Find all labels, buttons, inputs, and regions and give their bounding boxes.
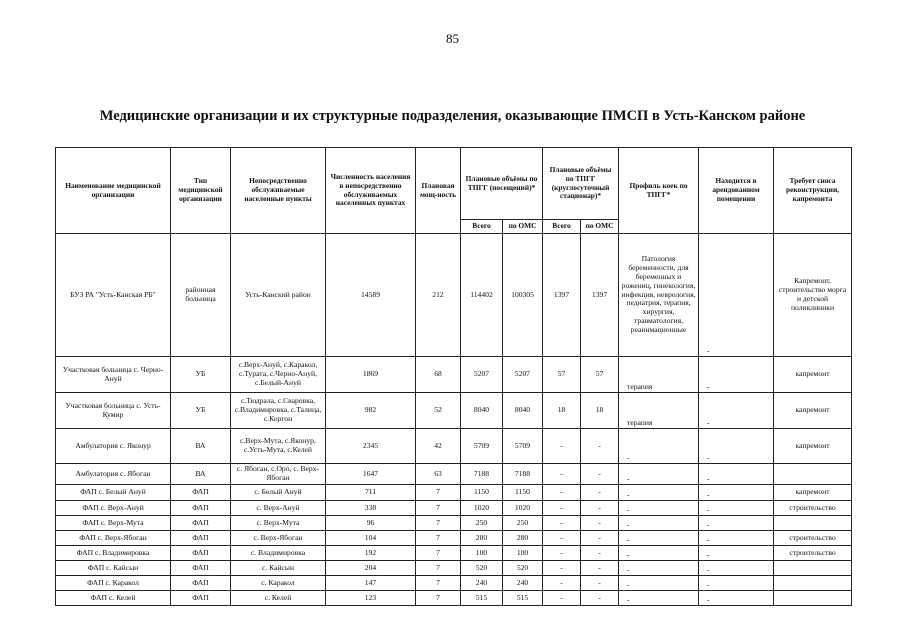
- cell-type: ФАП: [171, 546, 231, 561]
- table-row: [56, 485, 852, 501]
- cell-capacity: 7: [416, 591, 461, 606]
- cell-name: ФАП с. Верх-Ануй: [56, 501, 171, 516]
- table-row: [56, 516, 852, 531]
- table-row: [56, 591, 852, 606]
- cell-repair: Капремонт, строительство морга и детской поликлиники: [774, 234, 852, 357]
- cell-repair: капремонт: [774, 357, 852, 393]
- cell-type: ВА: [171, 464, 231, 485]
- table-row: [56, 234, 852, 357]
- cell-capacity: 7: [416, 561, 461, 576]
- cell-repair: строительство: [774, 501, 852, 516]
- cell-capacity: 63: [416, 464, 461, 485]
- cell-profile: -: [619, 516, 699, 531]
- cell-stat-total: -: [543, 591, 581, 606]
- cell-stat-total: -: [543, 464, 581, 485]
- cell-profile: -: [619, 591, 699, 606]
- cell-repair: капремонт: [774, 393, 852, 429]
- table-row: [56, 464, 852, 485]
- cell-stat-oms: -: [581, 531, 619, 546]
- cell-name: ФАП с. Верх-Мута: [56, 516, 171, 531]
- cell-profile: -: [619, 546, 699, 561]
- page-title: Медицинские организации и их структурные подразделения, оказывающие ПМСП в Усть-Канском районе: [99, 108, 806, 124]
- cell-stat-oms: 1397: [581, 234, 619, 357]
- cell-capacity: 212: [416, 234, 461, 357]
- cell-visits-total: 8040: [461, 393, 503, 429]
- cell-population: 338: [326, 501, 416, 516]
- cell-population: 204: [326, 561, 416, 576]
- cell-stat-oms: -: [581, 429, 619, 464]
- cell-population: 1869: [326, 357, 416, 393]
- header-stationary-total: Всего: [543, 220, 581, 234]
- header-rented: Находится в арендованном помещении: [699, 148, 774, 234]
- cell-visits-total: 250: [461, 516, 503, 531]
- cell-settlements: с. Ябоган, с.Оро, с. Верх-Ябоган: [231, 464, 326, 485]
- cell-settlements: с.Тюдрала, с.Сваровка, с.Владимировка, с.Талица, с.Коргон: [231, 393, 326, 429]
- cell-name: Участковая больница с. Черно-Ануй: [56, 357, 171, 393]
- cell-visits-total: 520: [461, 561, 503, 576]
- cell-settlements: с.Верх-Мута, с.Яконур, с.Усть-Мута, с.Келей: [231, 429, 326, 464]
- cell-type: районная больница: [171, 234, 231, 357]
- cell-rented: -: [699, 393, 774, 429]
- cell-type: УБ: [171, 393, 231, 429]
- cell-rented: -: [699, 485, 774, 501]
- cell-visits-total: 5207: [461, 357, 503, 393]
- cell-stat-oms: -: [581, 485, 619, 501]
- cell-settlements: с. Владимировка: [231, 546, 326, 561]
- cell-settlements: Усть-Канский район: [231, 234, 326, 357]
- cell-rented: -: [699, 546, 774, 561]
- cell-repair: капремонт: [774, 429, 852, 464]
- cell-population: 104: [326, 531, 416, 546]
- cell-visits-oms: 240: [503, 576, 543, 591]
- header-capacity: Плановая мощ-ность: [416, 148, 461, 234]
- header-profile: Профиль коек по ТПГГ*: [619, 148, 699, 234]
- cell-repair: [774, 516, 852, 531]
- cell-stat-total: 18: [543, 393, 581, 429]
- cell-repair: [774, 591, 852, 606]
- cell-type: ФАП: [171, 576, 231, 591]
- cell-stat-oms: -: [581, 516, 619, 531]
- cell-settlements: с. Каракол: [231, 576, 326, 591]
- cell-rented: -: [699, 429, 774, 464]
- cell-visits-total: 1150: [461, 485, 503, 501]
- cell-settlements: с. Келей: [231, 591, 326, 606]
- table-row: [56, 429, 852, 464]
- cell-profile: -: [619, 429, 699, 464]
- cell-visits-oms: 1150: [503, 485, 543, 501]
- cell-profile: терапия: [619, 357, 699, 393]
- cell-name: ФАП с. Белый Ануй: [56, 485, 171, 501]
- cell-type: ФАП: [171, 591, 231, 606]
- cell-name: ФАП с. Каракол: [56, 576, 171, 591]
- cell-name: Участковая больница с. Усть-Кумир: [56, 393, 171, 429]
- cell-stat-total: 1397: [543, 234, 581, 357]
- cell-type: ФАП: [171, 516, 231, 531]
- cell-profile: -: [619, 501, 699, 516]
- cell-capacity: 7: [416, 576, 461, 591]
- cell-visits-total: 114402: [461, 234, 503, 357]
- cell-stat-total: -: [543, 516, 581, 531]
- cell-stat-oms: -: [581, 464, 619, 485]
- cell-visits-oms: 100: [503, 546, 543, 561]
- cell-visits-oms: 515: [503, 591, 543, 606]
- table-row: [56, 531, 852, 546]
- cell-name: ФАП с. Верх-Ябоган: [56, 531, 171, 546]
- cell-repair: [774, 464, 852, 485]
- cell-stat-oms: 57: [581, 357, 619, 393]
- table-row: [56, 561, 852, 576]
- cell-repair: капремонт: [774, 485, 852, 501]
- cell-rented: -: [699, 501, 774, 516]
- cell-stat-total: -: [543, 429, 581, 464]
- cell-stat-total: -: [543, 531, 581, 546]
- header-tpgg-visits: Плановые объёмы по ТПГГ (посещений)*: [461, 148, 543, 220]
- table-row: [56, 546, 852, 561]
- cell-settlements: с. Кайсын: [231, 561, 326, 576]
- cell-name: БУЗ РА "Усть-Канская РБ": [56, 234, 171, 357]
- cell-profile: -: [619, 464, 699, 485]
- cell-population: 711: [326, 485, 416, 501]
- header-name: Наименование медицинской организации: [56, 148, 171, 234]
- header-population: Численность населения в непосредственно обслуживаемых населенных пунктах: [326, 148, 416, 234]
- cell-stat-oms: -: [581, 501, 619, 516]
- cell-stat-oms: -: [581, 561, 619, 576]
- cell-rented: -: [699, 561, 774, 576]
- cell-type: ФАП: [171, 531, 231, 546]
- cell-settlements: с. Белый Ануй: [231, 485, 326, 501]
- header-repair: Требует сноса реконструкции, капремонта: [774, 148, 852, 234]
- cell-capacity: 7: [416, 485, 461, 501]
- cell-capacity: 7: [416, 501, 461, 516]
- header-visits-oms: по ОМС: [503, 220, 543, 234]
- cell-population: 14589: [326, 234, 416, 357]
- cell-population: 192: [326, 546, 416, 561]
- cell-capacity: 68: [416, 357, 461, 393]
- cell-profile: -: [619, 531, 699, 546]
- cell-visits-oms: 280: [503, 531, 543, 546]
- cell-repair: строительство: [774, 531, 852, 546]
- page-number: 85: [446, 31, 459, 46]
- medical-organizations-table: [55, 147, 852, 606]
- cell-settlements: с. Верх-Мута: [231, 516, 326, 531]
- cell-rented: -: [699, 464, 774, 485]
- cell-visits-oms: 520: [503, 561, 543, 576]
- cell-stat-oms: -: [581, 546, 619, 561]
- cell-stat-oms: -: [581, 576, 619, 591]
- cell-type: УБ: [171, 357, 231, 393]
- cell-settlements: с. Верх-Ануй: [231, 501, 326, 516]
- header-type: Тип медицинской организации: [171, 148, 231, 234]
- header-tpgg-stationary: Плановые объёмы по ТПГГ (круглосуточный стационар)*: [543, 148, 619, 220]
- cell-capacity: 42: [416, 429, 461, 464]
- cell-visits-total: 515: [461, 591, 503, 606]
- cell-name: ФАП с. Кайсын: [56, 561, 171, 576]
- cell-profile: терапия: [619, 393, 699, 429]
- cell-type: ФАП: [171, 501, 231, 516]
- cell-stat-total: -: [543, 576, 581, 591]
- cell-visits-oms: 5207: [503, 357, 543, 393]
- cell-capacity: 7: [416, 546, 461, 561]
- cell-visits-total: 100: [461, 546, 503, 561]
- cell-population: 147: [326, 576, 416, 591]
- cell-visits-oms: 5709: [503, 429, 543, 464]
- cell-visits-oms: 100305: [503, 234, 543, 357]
- cell-population: 1647: [326, 464, 416, 485]
- cell-rented: -: [699, 591, 774, 606]
- cell-repair: [774, 561, 852, 576]
- cell-name: ФАП с. Владимировка: [56, 546, 171, 561]
- cell-visits-total: 240: [461, 576, 503, 591]
- cell-capacity: 52: [416, 393, 461, 429]
- cell-capacity: 7: [416, 516, 461, 531]
- cell-rented: -: [699, 516, 774, 531]
- cell-rented: -: [699, 576, 774, 591]
- cell-visits-total: 280: [461, 531, 503, 546]
- table-row: [56, 357, 852, 393]
- cell-visits-total: 5709: [461, 429, 503, 464]
- cell-stat-total: -: [543, 501, 581, 516]
- cell-type: ВА: [171, 429, 231, 464]
- cell-profile: -: [619, 485, 699, 501]
- cell-name: Амбулатория с. Яконур: [56, 429, 171, 464]
- cell-profile: -: [619, 576, 699, 591]
- cell-capacity: 7: [416, 531, 461, 546]
- cell-type: ФАП: [171, 561, 231, 576]
- cell-rented: -: [699, 531, 774, 546]
- cell-settlements: с.Верх-Ануй, с.Каракол, с.Турата, с.Черно-Ануй, с.Белый-Ануй: [231, 357, 326, 393]
- table-row: [56, 393, 852, 429]
- cell-settlements: с. Верх-Ябоган: [231, 531, 326, 546]
- table-row: [56, 576, 852, 591]
- cell-stat-oms: -: [581, 591, 619, 606]
- table-row: [56, 501, 852, 516]
- cell-stat-total: -: [543, 561, 581, 576]
- cell-visits-oms: 250: [503, 516, 543, 531]
- cell-visits-total: 7188: [461, 464, 503, 485]
- cell-rented: -: [699, 234, 774, 357]
- cell-visits-total: 1020: [461, 501, 503, 516]
- cell-visits-oms: 8040: [503, 393, 543, 429]
- cell-name: ФАП с. Келей: [56, 591, 171, 606]
- cell-profile: -: [619, 561, 699, 576]
- cell-population: 123: [326, 591, 416, 606]
- cell-population: 96: [326, 516, 416, 531]
- cell-stat-oms: 18: [581, 393, 619, 429]
- cell-stat-total: -: [543, 485, 581, 501]
- cell-type: ФАП: [171, 485, 231, 501]
- cell-visits-oms: 7188: [503, 464, 543, 485]
- cell-population: 2345: [326, 429, 416, 464]
- cell-population: 982: [326, 393, 416, 429]
- cell-profile: Патология беременности, для беременных и рожениц, гинекология, инфекция, неврология, педиатрия, терапия, хирургия, травматология, реанимационные: [619, 234, 699, 357]
- cell-name: Амбулатория с. Ябоган: [56, 464, 171, 485]
- cell-stat-total: 57: [543, 357, 581, 393]
- cell-rented: -: [699, 357, 774, 393]
- header-stationary-oms: по ОМС: [581, 220, 619, 234]
- header-visits-total: Всего: [461, 220, 503, 234]
- header-settlements: Непосредственно обслуживаемые населенные пункты: [231, 148, 326, 234]
- cell-repair: строительство: [774, 546, 852, 561]
- cell-stat-total: -: [543, 546, 581, 561]
- cell-repair: [774, 576, 852, 591]
- cell-visits-oms: 1020: [503, 501, 543, 516]
